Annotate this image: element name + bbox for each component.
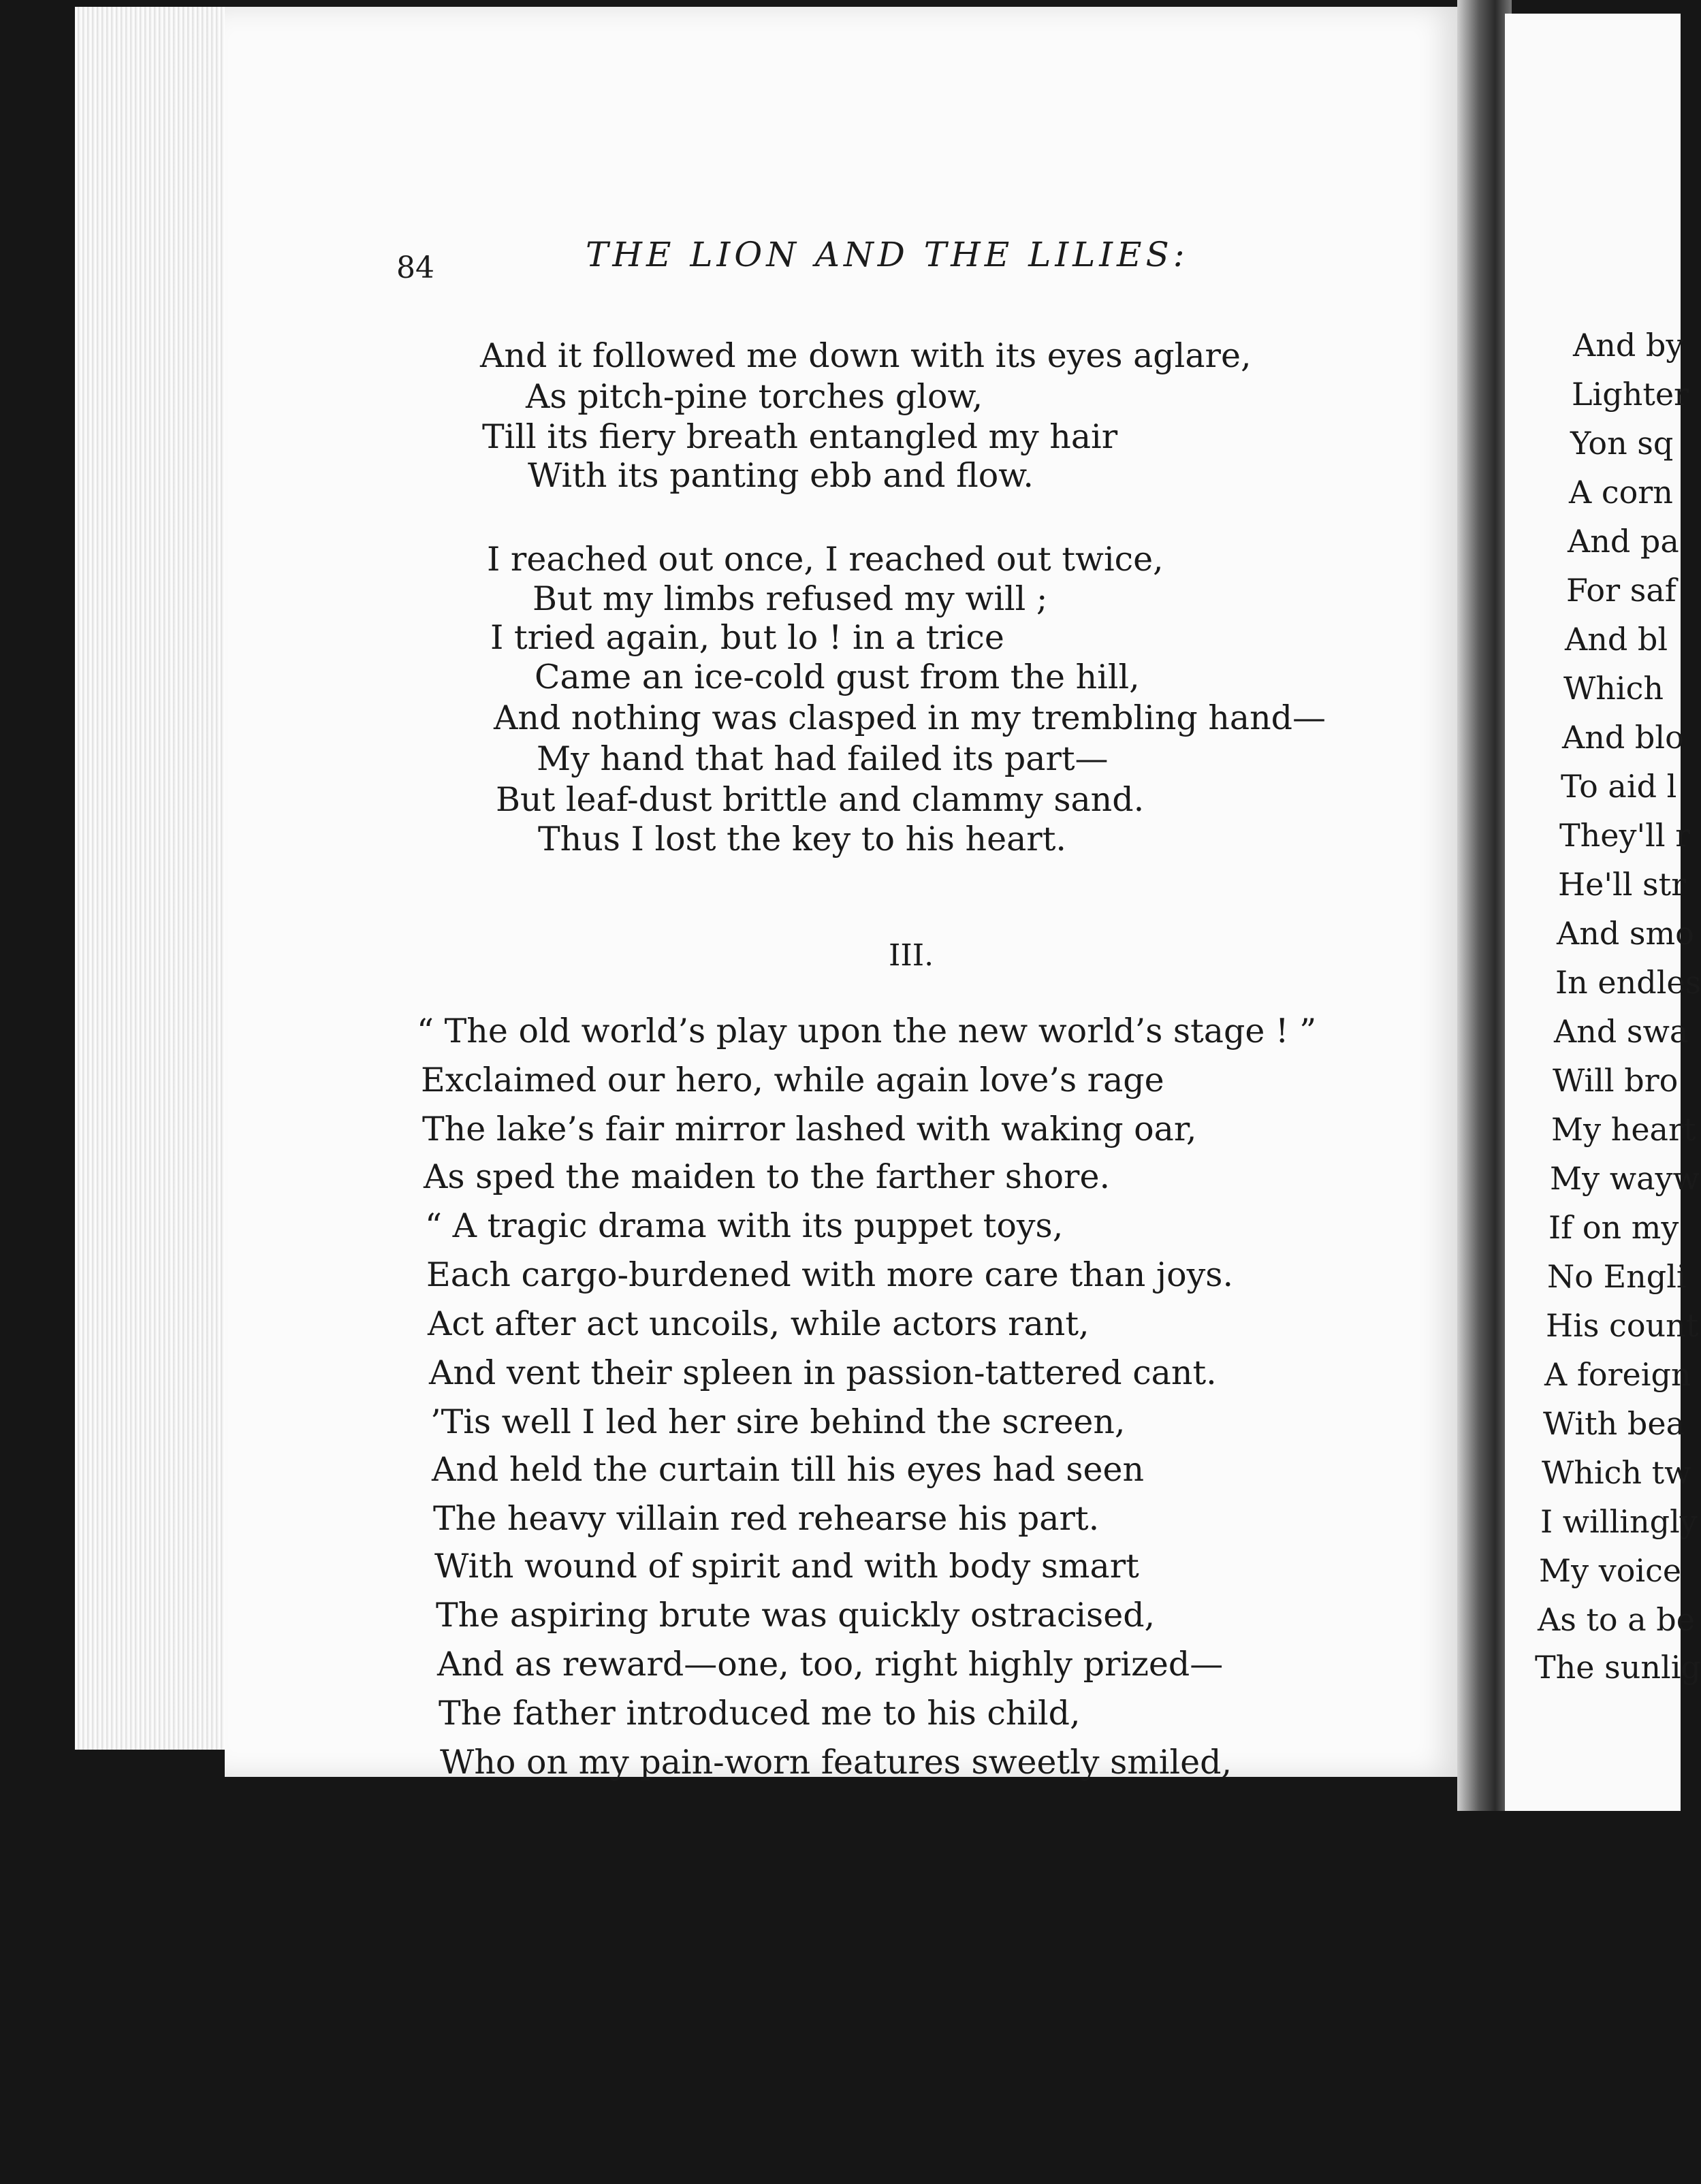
book-gutter <box>1457 0 1512 1811</box>
fragment-line: For saf <box>1566 572 1676 609</box>
fragment-line: And swa <box>1554 1013 1689 1050</box>
fragment-line: My voice <box>1539 1552 1682 1589</box>
fragment-line: A foreign <box>1544 1356 1691 1393</box>
poem-line: And vent their spleen in passion-tattered cant. <box>429 1353 1217 1392</box>
fragment-line: They'll r <box>1559 817 1691 854</box>
fragment-line: As to a be <box>1538 1601 1695 1638</box>
poem-line: Act after act uncoils, while actors rant, <box>428 1304 1090 1343</box>
poem-line: “ The old world’s play upon the new world’s stage ! ” <box>417 1012 1317 1050</box>
fragment-line: And blo <box>1562 719 1684 756</box>
poem-line: With its panting ebb and flow. <box>528 456 1034 495</box>
poem-line: And held the curtain till his eyes had seen <box>432 1450 1145 1489</box>
poem-line: The father introduced me to his child, <box>439 1694 1081 1733</box>
section-heading: III. <box>889 938 934 973</box>
poem-line: Thus I lost the key to his heart. <box>538 820 1066 858</box>
poem-line: And as reward—one, too, right highly prized— <box>437 1645 1224 1684</box>
poem-line: ’Tis well I led her sire behind the screen, <box>430 1402 1126 1441</box>
fragment-line: I willingly <box>1540 1503 1698 1540</box>
poem-line: And it followed me down with its eyes aglare, <box>480 336 1252 375</box>
poem-line: Each cargo-burdened with more care than joys. <box>426 1255 1234 1294</box>
fragment-line: He'll str <box>1558 866 1687 903</box>
poem-line: As pitch-pine torches glow, <box>526 377 983 416</box>
fragment-line: And bl <box>1565 621 1668 658</box>
poem-line: Exclaimed our hero, while again love’s rage <box>421 1061 1164 1099</box>
poem-line: The lake’s fair mirror lashed with waking oar, <box>422 1110 1197 1149</box>
poem-line: Till its fiery breath entangled my hair <box>482 417 1118 456</box>
poem-line: The aspiring brute was quickly ostracised, <box>436 1596 1156 1635</box>
fragment-line: And smo <box>1557 915 1694 952</box>
running-head: THE LION AND THE LILIES: <box>586 235 1189 274</box>
fragment-line: Yon sq <box>1570 425 1674 462</box>
fragment-line: The sunlig <box>1535 1649 1701 1686</box>
fragment-line: Will bro <box>1553 1062 1679 1099</box>
poem-line: “ A tragic drama with its puppet toys, <box>425 1206 1064 1245</box>
fragment-line: Which tw <box>1542 1454 1691 1491</box>
poem-line: But leaf-dust brittle and clammy sand. <box>496 780 1145 819</box>
fragment-line: Which <box>1563 670 1664 707</box>
fragment-line: And by <box>1573 327 1684 364</box>
poem-line: Came an ice-cold gust from the hill, <box>535 658 1140 696</box>
poem-line: My hand that had failed its part— <box>537 739 1109 778</box>
poem-line: But my limbs refused my will ; <box>532 579 1048 618</box>
fragment-line: If on my <box>1548 1209 1679 1246</box>
fragment-line: To aid l <box>1561 768 1677 805</box>
right-page-text <box>1505 14 1701 1811</box>
fragment-line: A corn <box>1569 474 1673 511</box>
poem-line: Who on my pain-worn features sweetly smiled, <box>440 1743 1233 1782</box>
poem-line: And nothing was clasped in my trembling hand— <box>494 698 1326 737</box>
poem-line: I reached out once, I reached out twice, <box>487 540 1164 579</box>
fragment-line: My heart <box>1551 1111 1696 1148</box>
fragment-line: And pa <box>1568 523 1679 560</box>
fragment-line: His count <box>1546 1307 1699 1344</box>
poem-line: I tried again, but lo ! in a trice <box>490 618 1004 657</box>
fragment-line: My wayw <box>1550 1160 1700 1197</box>
fragment-line: No Engli <box>1547 1258 1687 1295</box>
fragment-line: With bea <box>1543 1405 1685 1442</box>
poem-line: As sped the maiden to the farther shore. <box>424 1157 1111 1196</box>
poem-line: The heavy villain red rehearse his part. <box>433 1499 1100 1538</box>
fragment-line: In endles <box>1555 964 1701 1001</box>
fragment-line: Lighter <box>1572 376 1689 413</box>
poem-line: With wound of spirit and with body smart <box>434 1547 1139 1586</box>
page-number: 84 <box>396 251 434 285</box>
